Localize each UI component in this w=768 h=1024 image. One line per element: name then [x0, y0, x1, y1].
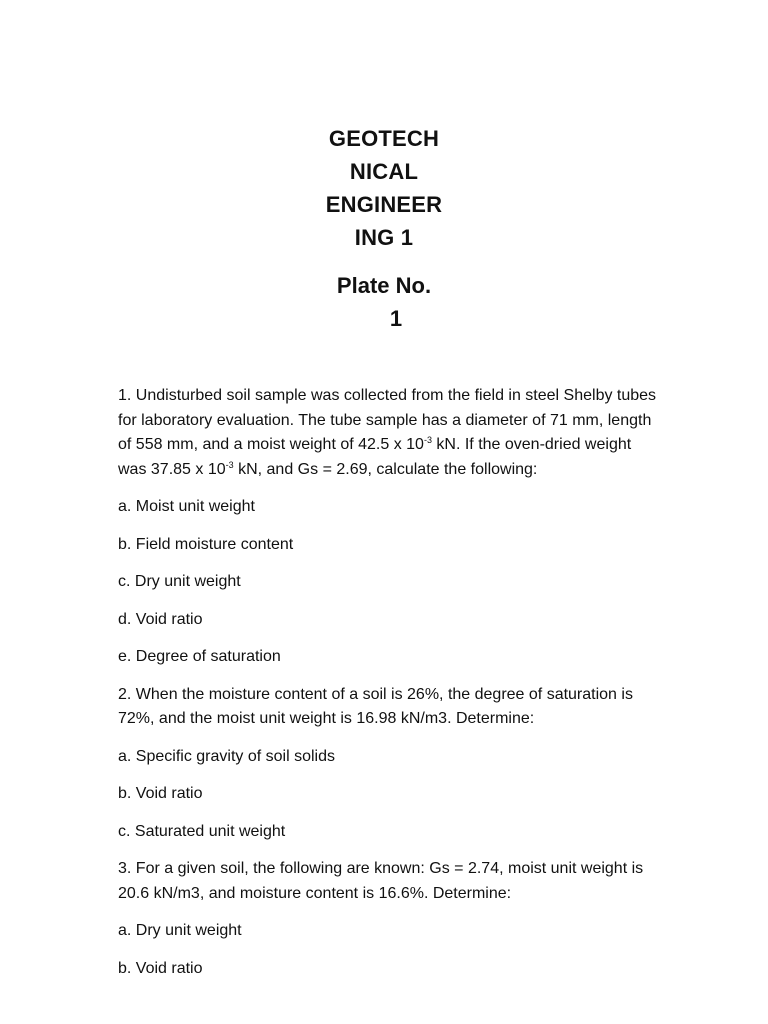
problem-1-item-d: d. Void ratio	[118, 610, 203, 628]
plate-number: 1	[389, 306, 403, 331]
problem-3-item-b: b. Void ratio	[118, 959, 203, 977]
problem-1-statement	[118, 384, 658, 482]
title-line: ING 1	[354, 225, 414, 250]
problem-1-text-part2: kN. If the oven-dried weight was 37.85 x 10	[118, 436, 632, 478]
problem-1-text-part3: kN, and Gs = 2.69, calculate the following:	[233, 460, 538, 478]
plate-label: Plate No.	[336, 273, 432, 298]
problem-3-statement: 3. For a given soil, the following are known: Gs = 2.74, moist unit weight is 20.6 kN/m3, and moisture content is 16.6%. Determine:	[118, 860, 644, 902]
exponent: -3	[225, 459, 234, 470]
problem-list	[118, 384, 658, 994]
title-line: NICAL	[349, 159, 419, 184]
problem-1-item-e: e. Degree of saturation	[118, 648, 281, 665]
problem-1-item-c: c. Dry unit weight	[118, 573, 241, 590]
document-title	[0, 122, 768, 254]
problem-2-statement: 2. When the moisture content of a soil is 26%, the degree of saturation is 72%, and the moist unit weight is 16.98 kN/m3. Determine:	[118, 685, 633, 727]
problem-2-item-b: b. Void ratio	[118, 785, 203, 802]
problem-3-item-a: a. Dry unit weight	[118, 922, 242, 939]
title-line: ENGINEER	[325, 192, 443, 217]
title-line: GEOTECH	[328, 126, 440, 151]
problem-1-text-part1: 1. Undisturbed soil sample was collected from the field in steel Shelby tubes for laboratory evaluation. The tube sample has a diameter of 71 mm, length of 558 mm, and a moist weight of 42.5 x 10	[118, 387, 657, 453]
problem-1-item-a: a. Moist unit weight	[118, 498, 255, 515]
problem-2-item-a: a. Specific gravity of soil solids	[118, 747, 335, 765]
plate-heading	[0, 269, 768, 335]
exponent: -3	[423, 435, 432, 445]
problem-1-item-b: b. Field moisture content	[118, 535, 294, 553]
problem-2-item-c: c. Saturated unit weight	[118, 822, 286, 840]
